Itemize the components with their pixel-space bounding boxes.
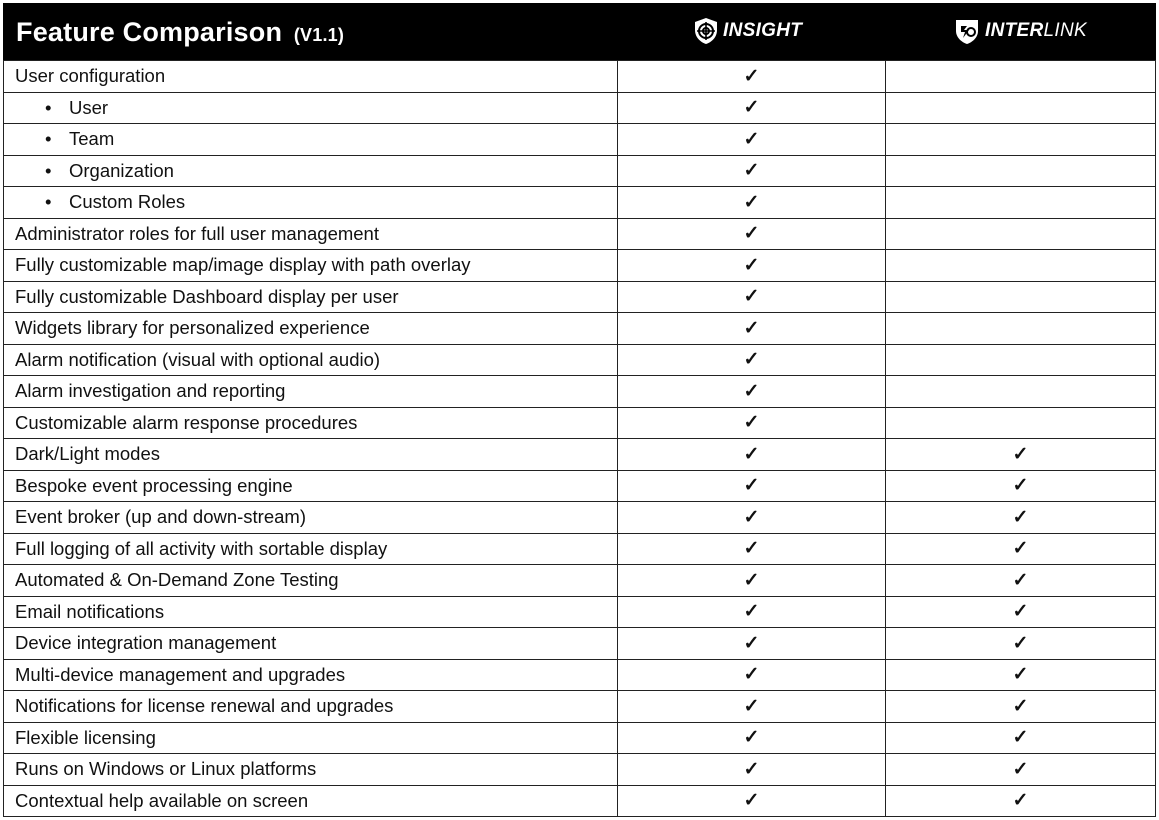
interlink-support-cell <box>886 785 1156 817</box>
interlink-support-cell <box>886 281 1156 313</box>
feature-cell <box>4 533 618 565</box>
feature-cell <box>4 92 618 124</box>
table-row <box>4 470 1156 502</box>
interlink-support-cell <box>886 187 1156 219</box>
feature-label: Alarm investigation and reporting <box>15 380 286 402</box>
check-icon: ✓ <box>1012 727 1029 749</box>
interlink-support-cell <box>886 376 1156 408</box>
check-icon: ✓ <box>743 758 760 780</box>
feature-label: User <box>69 96 109 118</box>
feature-cell <box>4 754 618 786</box>
check-icon: ✓ <box>743 790 760 812</box>
check-icon: ✓ <box>1012 443 1029 465</box>
feature-label: Runs on Windows or Linux platforms <box>15 758 317 780</box>
check-icon: ✓ <box>743 380 760 402</box>
interlink-support-cell <box>886 313 1156 345</box>
feature-cell <box>4 785 618 817</box>
feature-cell <box>4 187 618 219</box>
table-row <box>4 785 1156 817</box>
check-icon: ✓ <box>743 97 760 119</box>
table-row <box>4 659 1156 691</box>
bullet-icon: • <box>45 128 52 150</box>
feature-label: Multi-device management and upgrades <box>15 663 346 685</box>
interlink-support-cell <box>886 722 1156 754</box>
interlink-support-cell <box>886 61 1156 93</box>
insight-support-cell <box>618 376 886 408</box>
title-text: Feature Comparison <box>16 17 283 47</box>
insight-logo-text: INSIGHT <box>723 20 803 41</box>
feature-cell <box>4 313 618 345</box>
interlink-support-cell <box>886 691 1156 723</box>
bullet-icon: • <box>45 96 52 118</box>
feature-cell <box>4 281 618 313</box>
check-icon: ✓ <box>743 506 760 528</box>
feature-cell <box>4 407 618 439</box>
feature-label: Bespoke event processing engine <box>15 474 293 496</box>
feature-label: Organization <box>69 159 174 181</box>
insight-support-cell <box>618 596 886 628</box>
insight-support-cell <box>618 785 886 817</box>
check-icon: ✓ <box>1012 475 1029 497</box>
interlink-support-cell <box>886 92 1156 124</box>
table-row <box>4 596 1156 628</box>
table-row <box>4 691 1156 723</box>
feature-label: Contextual help available on screen <box>15 789 309 811</box>
insight-support-cell <box>618 659 886 691</box>
table-row <box>4 565 1156 597</box>
insight-support-cell <box>618 313 886 345</box>
version-label: (V1.1) <box>293 25 345 45</box>
insight-support-cell <box>618 565 886 597</box>
check-icon: ✓ <box>743 160 760 182</box>
table-row <box>4 187 1156 219</box>
feature-cell <box>4 628 618 660</box>
feature-cell <box>4 376 618 408</box>
check-icon: ✓ <box>743 286 760 308</box>
table-row <box>4 155 1156 187</box>
table-row <box>4 754 1156 786</box>
interlink-support-cell <box>886 155 1156 187</box>
insight-shield-icon <box>693 17 719 45</box>
feature-cell <box>4 502 618 534</box>
feature-label: Device integration management <box>15 632 277 654</box>
insight-support-cell <box>618 61 886 93</box>
feature-comparison-sheet <box>3 3 1156 817</box>
insight-support-cell <box>618 754 886 786</box>
insight-support-cell <box>618 628 886 660</box>
check-icon: ✓ <box>743 632 760 654</box>
table-row <box>4 439 1156 471</box>
feature-cell <box>4 250 618 282</box>
feature-cell <box>4 691 618 723</box>
interlink-support-cell <box>886 344 1156 376</box>
table-row <box>4 250 1156 282</box>
feature-label: Full logging of all activity with sortable display <box>15 537 388 559</box>
table-row <box>4 628 1156 660</box>
interlink-support-cell <box>886 533 1156 565</box>
table-row <box>4 218 1156 250</box>
check-icon: ✓ <box>1012 664 1029 686</box>
table-row <box>4 502 1156 534</box>
check-icon: ✓ <box>743 443 760 465</box>
insight-support-cell <box>618 92 886 124</box>
feature-label: Administrator roles for full user management <box>15 222 379 244</box>
table-row <box>4 722 1156 754</box>
interlink-support-cell <box>886 659 1156 691</box>
check-icon: ✓ <box>1012 790 1029 812</box>
insight-support-cell <box>618 155 886 187</box>
insight-support-cell <box>618 187 886 219</box>
feature-cell <box>4 722 618 754</box>
feature-label: Team <box>69 128 115 150</box>
table-row <box>4 281 1156 313</box>
check-icon: ✓ <box>743 349 760 371</box>
feature-cell <box>4 470 618 502</box>
interlink-shield-icon <box>953 17 981 45</box>
insight-support-cell <box>618 281 886 313</box>
check-icon: ✓ <box>1012 601 1029 623</box>
interlink-support-cell <box>886 218 1156 250</box>
table-header <box>3 3 1156 60</box>
check-icon: ✓ <box>743 412 760 434</box>
feature-cell <box>4 659 618 691</box>
check-icon: ✓ <box>743 569 760 591</box>
interlink-support-cell <box>886 470 1156 502</box>
check-icon: ✓ <box>743 475 760 497</box>
feature-label: Automated & On-Demand Zone Testing <box>15 569 339 591</box>
check-icon: ✓ <box>743 65 760 87</box>
interlink-support-cell <box>886 439 1156 471</box>
insight-support-cell <box>618 691 886 723</box>
feature-cell <box>4 218 618 250</box>
table-row <box>4 92 1156 124</box>
check-icon: ✓ <box>743 317 760 339</box>
insight-support-cell <box>618 407 886 439</box>
interlink-logo-text: INTERLINK <box>985 20 1087 41</box>
feature-label: Flexible licensing <box>15 726 156 748</box>
check-icon: ✓ <box>1012 758 1029 780</box>
feature-label: Email notifications <box>15 600 165 622</box>
feature-label: User configuration <box>15 65 166 87</box>
feature-cell <box>4 61 618 93</box>
insight-support-cell <box>618 470 886 502</box>
check-icon: ✓ <box>743 664 760 686</box>
feature-cell <box>4 155 618 187</box>
table-row <box>4 313 1156 345</box>
insight-support-cell <box>618 250 886 282</box>
insight-support-cell <box>618 533 886 565</box>
check-icon: ✓ <box>743 727 760 749</box>
interlink-support-cell <box>886 250 1156 282</box>
interlink-support-cell <box>886 628 1156 660</box>
feature-label: Event broker (up and down-stream) <box>15 506 306 528</box>
feature-cell <box>4 344 618 376</box>
feature-label: Customizable alarm response procedures <box>15 411 358 433</box>
interlink-support-cell <box>886 596 1156 628</box>
check-icon: ✓ <box>1012 538 1029 560</box>
feature-label: Notifications for license renewal and upgrades <box>15 695 394 717</box>
interlink-support-cell <box>886 565 1156 597</box>
table-row <box>4 533 1156 565</box>
check-icon: ✓ <box>1012 632 1029 654</box>
feature-cell <box>4 596 618 628</box>
bullet-icon: • <box>45 159 52 181</box>
table-row <box>4 124 1156 156</box>
check-icon: ✓ <box>743 254 760 276</box>
insight-support-cell <box>618 439 886 471</box>
feature-label: Dark/Light modes <box>15 443 160 465</box>
interlink-support-cell <box>886 502 1156 534</box>
insight-support-cell <box>618 124 886 156</box>
feature-label: Fully customizable map/image display with path overlay <box>15 254 471 276</box>
check-icon: ✓ <box>743 538 760 560</box>
check-icon: ✓ <box>743 601 760 623</box>
bullet-icon: • <box>45 191 52 213</box>
check-icon: ✓ <box>743 695 760 717</box>
feature-label: Alarm notification (visual with optional audio) <box>15 348 381 370</box>
table-row <box>4 376 1156 408</box>
feature-cell <box>4 439 618 471</box>
check-icon: ✓ <box>743 128 760 150</box>
feature-cell <box>4 565 618 597</box>
feature-label: Widgets library for personalized experience <box>15 317 370 339</box>
insight-support-cell <box>618 722 886 754</box>
feature-cell <box>4 124 618 156</box>
interlink-support-cell <box>886 754 1156 786</box>
check-icon: ✓ <box>1012 506 1029 528</box>
interlink-logo <box>953 17 1087 45</box>
feature-label: Fully customizable Dashboard display per user <box>15 285 399 307</box>
check-icon: ✓ <box>1012 695 1029 717</box>
insight-support-cell <box>618 218 886 250</box>
check-icon: ✓ <box>743 223 760 245</box>
table-row <box>4 61 1156 93</box>
insight-logo <box>693 17 802 45</box>
interlink-support-cell <box>886 124 1156 156</box>
check-icon: ✓ <box>1012 569 1029 591</box>
insight-support-cell <box>618 344 886 376</box>
comparison-table <box>3 60 1156 817</box>
check-icon: ✓ <box>743 191 760 213</box>
page-title <box>16 17 344 48</box>
table-row <box>4 407 1156 439</box>
feature-label: Custom Roles <box>69 191 186 213</box>
insight-support-cell <box>618 502 886 534</box>
table-row <box>4 344 1156 376</box>
interlink-support-cell <box>886 407 1156 439</box>
